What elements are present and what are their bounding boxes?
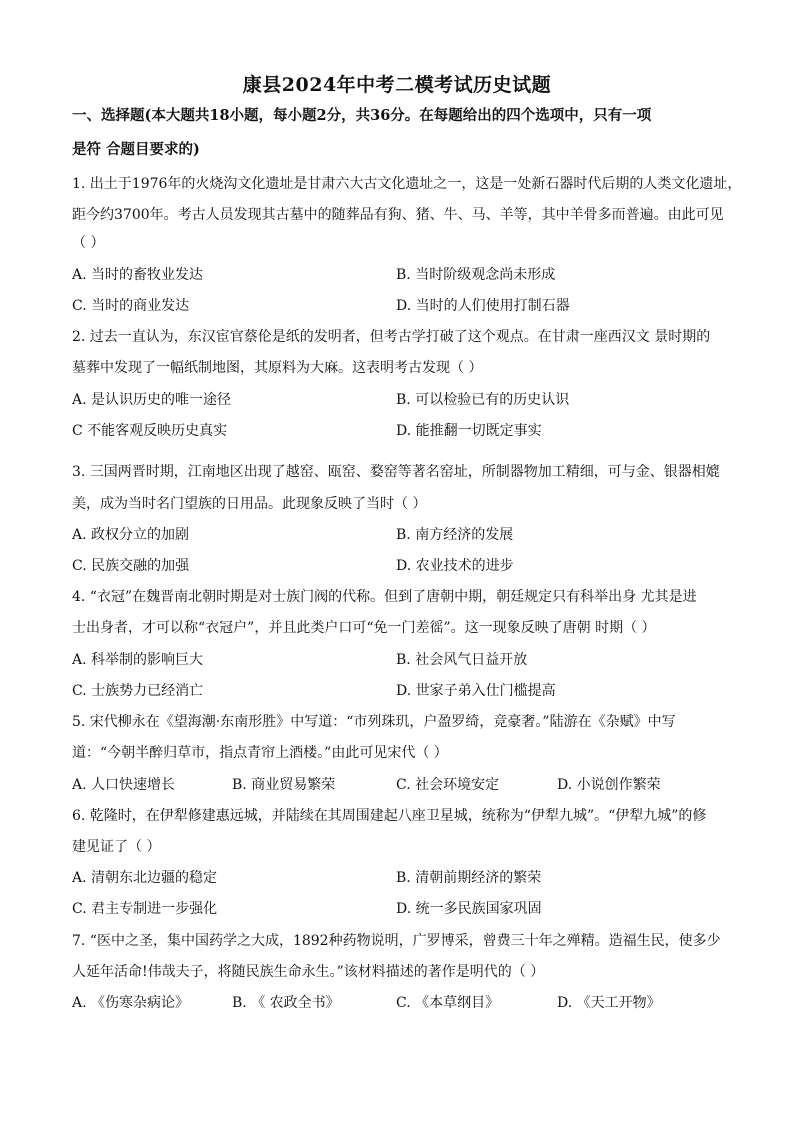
question-7-option-c: C. 《本草纲目》 [396,995,500,1011]
question-5-option-d: D. 小说创作繁荣 [557,777,661,793]
question-4-line-2: 士出身者，才可以称“衣冠户”，并且此类户口可“免一门差徭”。这一现象反映了唐朝 时期（ ） [72,620,656,636]
question-1-line-2: 距今约3700年。考古人员发现其古墓中的随葬品有狗、猪、牛、马、羊等，其中羊骨多而普遍。由此可见 [72,207,724,223]
question-7-line-2: 人延年活命!伟哉夫子，将随民族生命永生。”该材料描述的著作是明代的（ ） [72,964,545,980]
question-6-option-d: D. 统一多民族国家巩固 [396,901,542,917]
question-5-line-1: 5. 宋代柳永在《望海潮·东南形胜》中写道：“市列珠玑，户盈罗绮，竞豪奢。”陆游在《杂赋》中写 [72,714,676,730]
question-5-line-2: 道：“今朝半醉归草市，指点青帘上酒楼。”由此可见宋代（ ） [72,745,448,761]
question-7-option-a: A. 《伤寒杂病论》 [72,995,190,1011]
question-1-option-d: D. 当时的人们使用打制石器 [396,298,570,314]
question-4-line-1: 4. “衣冠”在魏晋南北朝时期是对士族门阀的代称。但到了唐朝中期，朝廷规定只有科举出身 尤其是进 [72,589,697,605]
question-5-option-c: C. 社会环境安定 [396,777,500,793]
question-4-option-b: B. 社会风气日益开放 [396,652,528,668]
question-2-line-2: 墓葬中发现了一幅纸制地图，其原料为大麻。这表明考古发现（ ） [72,360,483,376]
question-4-option-a: A. 科举制的影响巨大 [72,652,204,668]
section-heading-line-1: 一、选择题(本大题共18小题，每小题2分，共36分。在每题给出的四个选项中，只有一项 [72,107,652,124]
question-2-option-a: A. 是认识历史的唯一途径 [72,392,232,408]
question-7-option-d: D. 《天工开物》 [557,995,661,1011]
question-6-option-b: B. 清朝前期经济的繁荣 [396,870,542,886]
question-3-option-b: B. 南方经济的发展 [396,527,514,543]
question-6-line-1: 6. 乾隆时，在伊犁修建惠远城，并陆续在其周围建起八座卫星城，统称为“伊犁九城”。“伊犁九城”的修 [72,808,707,824]
question-1-option-c: C. 当时的商业发达 [72,298,190,314]
question-7-option-b: B. 《 农政全书》 [232,995,340,1011]
section-heading-line-2: 是符 合题目要求的) [72,141,200,158]
question-6-option-c: C. 君主专制进一步强化 [72,901,218,917]
question-6-line-2: 建见证了（ ） [72,839,161,855]
question-3-line-1: 3. 三国两晋时期，江南地区出现了越窑、瓯窑、婺窑等著名窑址，所制器物加工精细，可与金、银器相媲 [72,464,720,480]
question-1-line-3: （ ） [72,235,105,251]
exam-title: 康县2024年中考二模考试历史试题 [242,74,552,96]
question-3-option-d: D. 农业技术的进步 [396,558,514,574]
question-1-option-b: B. 当时阶级观念尚未形成 [396,267,556,283]
question-6-option-a: A. 清朝东北边疆的稳定 [72,870,218,886]
question-3-option-c: C. 民族交融的加强 [72,558,190,574]
question-3-option-a: A. 政权分立的加剧 [72,527,190,543]
question-2-option-c: C 不能客观反映历史真实 [72,423,228,439]
question-4-option-d: D. 世家子弟入仕门槛提高 [396,683,556,699]
question-2-option-b: B. 可以检验已有的历史认识 [396,392,570,408]
question-4-option-c: C. 士族势力已经消亡 [72,683,204,699]
question-2-option-d: D. 能推翻一切既定事实 [396,423,542,439]
question-5-option-a: A. 人口快速增长 [72,777,176,793]
question-1-line-1: 1. 出土于1976年的火烧沟文化遗址是甘肃六大古文化遗址之一，这是一处新石器时代后期的人类文化遗址， [72,176,742,192]
question-7-line-1: 7. “医中之圣，集中国药学之大成，1892种药物说明，广罗博采，曾费三十年之殚精。造福生民，使多少 [72,933,721,949]
question-3-line-2: 美，成为当时名门望族的日用品。此现象反映了当时（ ） [72,496,427,512]
question-5-option-b: B. 商业贸易繁荣 [232,777,336,793]
question-2-line-1: 2. 过去一直认为，东汉宦官蔡伦是纸的发明者，但考古学打破了这个观点。在甘肃一座西汉文 景时期的 [72,329,711,345]
question-1-option-a: A. 当时的畜牧业发达 [72,267,204,283]
